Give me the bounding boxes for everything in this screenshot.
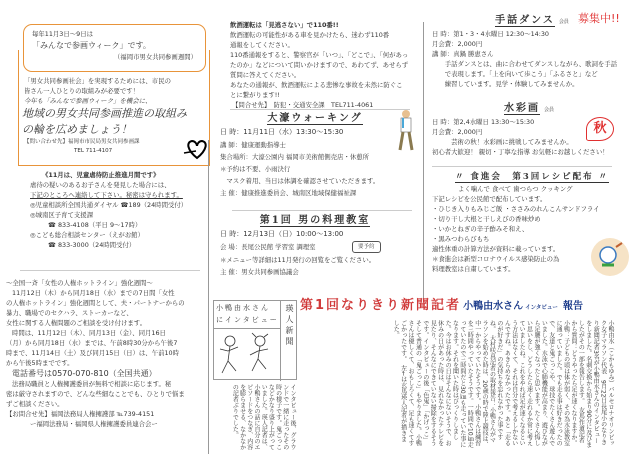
womens-hotline-section (6, 278, 185, 429)
body-line: ☎ 833-4108（平日 9〜17時） (48, 221, 142, 229)
drunk-driving-section (230, 20, 408, 110)
section-title: 大濠ウォーキング (267, 113, 363, 124)
event-date: 日 時：12月13日（日）10:00〜13:00 (220, 230, 344, 238)
body-line: で表現します。「上を向いて歩こう」「ふるさと」など (432, 70, 598, 78)
week-body (24, 76, 187, 156)
body-line: 手話ダンスとは、曲に合わせてダンスしながら、歌詞を手話 (432, 60, 618, 68)
contact-tel: TEL 711-4107 (74, 148, 113, 154)
body-line: 月会費：2,000円 (432, 128, 483, 136)
body-line: たのか」などについて問いかけますので、あわてず、あせらず (230, 61, 409, 69)
reservation-required-badge: 要予約 (352, 241, 381, 253)
autumn-badge-text: 秋 (593, 121, 607, 136)
week-name: 「みんなで参画ウィーク」です。 (32, 41, 151, 50)
headline: 地域の男女共同参画推進の取組み (22, 107, 187, 120)
event-date: 日 時：第1・3・4水曜日 12:30〜14:30 (432, 30, 549, 38)
body-line: 適性体重の計算方法が資料に載っています。 (432, 245, 560, 253)
body-line: ☎ 833-3000（24時間受付） (48, 241, 136, 249)
body-line: 【問合せ先】 防犯・交通安全課 TEL711-4061 (232, 101, 374, 109)
body-line: ・切り干し大根と干しえびの香味炒め (432, 215, 541, 223)
week-dates: 毎年11月3日〜9日は (32, 30, 93, 38)
divider (423, 22, 424, 300)
body-line: 講 師：健康運動指導士 (220, 141, 286, 149)
divider (208, 140, 209, 454)
walking-section (220, 112, 420, 199)
illustration-box (213, 300, 297, 380)
body-line: ・いかとねぎの辛子酢みそ和え、 (432, 225, 529, 233)
body-line: 「男女共同参画社会」を実現するためには、市民の (24, 77, 171, 85)
body-line: ＊メニュー等詳細は11月発行の回覧をご覧ください。 (220, 256, 376, 264)
body-line: 虐待の疑いのあるお子さんを発見した場合には、 (30, 181, 171, 189)
body-line: あなたの通報が、飲酒運転による悲惨な事故を未然に防ぐこ (230, 81, 403, 89)
newspaper-heading (300, 296, 583, 316)
body-line: 質問に答えてください。 (230, 71, 301, 79)
body-line: ◎城南区子育て支援課 (30, 211, 94, 219)
section-subtitle: よく噛んで 食べて 歯つらつ クッキング (458, 185, 573, 193)
body-line: 法務局職員と人権擁護委員が無料で相談に応じます。秘 (12, 380, 172, 388)
body-line: 初心者大歓迎！ 親切・丁寧な指導 お気軽にお越しください！ (432, 148, 609, 156)
body-line: とに繋がります!! (230, 91, 280, 99)
body-line: ◎児童相談所全国共通ダイヤル ☎189（24時間受付） (30, 201, 188, 209)
body-line: 通報をしてください。 (230, 41, 294, 49)
body-line: ＊予約は不要、小雨決行 (220, 165, 291, 173)
body-line: ＊食進会は新型コロナウイルス感染防止の為 (432, 255, 560, 263)
body-line: ◎こども総合相談センター（えがお館） (30, 231, 144, 239)
body-line: 主 催：男女共同参画協議会 (220, 268, 299, 276)
body-line: 飲酒運転の可能性がある車を見かけたら、迷わず110番 (230, 31, 390, 39)
interview-article: 小鴨由水（こかもゆみ）バルセロナオリンピック女子マラソン代表 9月22日長尾小のなりきり新聞記者3名が小鴨由水さんのインタビューをしました。名刺交換から始まり90分に及びましたがその一部を報告します。 友馬作道記者から質問：どうやったら足が速くなりますか。 小鴨：子どもの頃は体が弱く、その為水泳教室に通っていました。でも走る事は好きだったので、友達と鬼ごっこや、球技でたくさん遊んでいました。水泳で心肺機能が高まり、遊びながら足腰が強くなったと思います。たくさん悔しい思いをし、どうしたら速く走れるか常に考えていましたね。これをやれば足が速くなるという方法はなくて、それは自分で考えるしかないんですね。あきらめなかったです。あと「走るのが好きだ」の気持ちを忘れなかった事ですね。 大村咲真記者の取材報告：小鴨さんがマラソンを始めた時は、20歳の時で陸上競技は、中一からやっていたそうです。小鴨さんは練習を三時間やっていたそうです。一時間で10㎞走っていたので三時間だと30㎞も走っていた事になります。それを聞いた時はびっくりしました。今はお休みの日はそんなにないそうで、お休みの日があった時は、見れなかったテレビを見たり、そんなにできていない掃除をするそうです。インタビューの後「色鬼」「かげっこ」そして普通の「鬼ごっこ」もやりました。小鴨さんは優しくて、おもしろくて、足も速くてすごかったです。 左←は玄馬瑛人記者が描きました。 (392, 320, 614, 449)
week-subtitle: （福岡市男女共同参画週間） (113, 53, 197, 61)
illustration-side-title: 瑛人新聞 (285, 304, 294, 348)
body-line: 月会費：2,000円 (432, 40, 483, 48)
section-title: 〃 食進会 第3回レシピ配布 〃 (454, 172, 610, 182)
body-line: 今年も「みんなで参画ウィーク」を機会に、 (24, 97, 152, 105)
running-kids-drawing-icon (216, 331, 278, 379)
body-line: ・ひじき入りもみじご飯 ・ささみのれんこんサンドフライ (432, 205, 600, 213)
illustration-description: インタビュー後、グラウンドで一緒に走ったその時の様子です。鬼ごっこなどかなり盛り上がっていました。瑛人記者は、小鴨さんの話に自分のエピソードをつなぎ、内容を膨らませる、なかなかの記者ぶりでした。 (231, 384, 296, 450)
body-line: 女性に関する人権問題のご相談を受け付けます。 (6, 319, 147, 327)
participation-week-header (23, 24, 206, 72)
body-line: 11月12日（木）から同月18日（水）までの7日間「女性 (12, 289, 175, 297)
body-line: 110番通報をすると、警察官が「いつ」、「どこで」、「何があっ (230, 51, 409, 59)
section-title: 《11月は、児童虐待防止推進月間です》 (42, 171, 160, 179)
sign-dance-section (432, 14, 632, 89)
section-title: 水彩画 (503, 103, 540, 114)
divider (432, 166, 612, 167)
report-label: 報告 (562, 301, 583, 312)
headline: の輪を広めましょう！ (22, 123, 132, 136)
body-line: 密は厳守されますので、どんな些細なことでも、ひとりで悩ま (6, 390, 185, 398)
mascot-character-icon (590, 237, 630, 277)
body-line: 下記レシピを公民館で配布しています。 (432, 195, 547, 203)
body-line: 時まで、11月14日（土）及び同月15日（日）は、午前10時 (6, 349, 179, 357)
cooking-class-section (220, 214, 420, 278)
recruiting-label: 募集中!! (578, 12, 620, 25)
illustration-caption: 小鴨由水さん (216, 304, 270, 312)
section-title: 第1回 男の料理教室 (259, 215, 371, 226)
member-tag: 会員 (543, 107, 554, 113)
body-line: ー福岡法務局・福岡県人権擁護委員連合会ー (30, 420, 158, 428)
body-line: 料理教室は自粛しています。 (432, 265, 515, 273)
newspaper-title: 第1回なりきり新聞記者 (300, 298, 462, 313)
event-date: 日 時：第2,4水曜日 13:30〜15:30 (432, 118, 535, 126)
illustration-caption: にインタビュー (216, 316, 279, 324)
section-title: 飲酒運転は「見逃さない」で110番!! (230, 21, 339, 29)
walking-man-icon (395, 108, 417, 152)
divider (230, 109, 410, 110)
body-line: ずご相談ください。 (6, 400, 64, 408)
body-line: 【お問合せ先】福岡法務局人権擁護部 ℡739-4151 (6, 410, 155, 418)
event-date: 日 時：11月11日（水）13:30〜15:30 (220, 128, 344, 136)
body-line: 講 師：真鍋 勝恵さん (432, 50, 494, 58)
body-line: の人権ホットライン」強化週間として、夫・パートナーからの (6, 299, 185, 307)
member-tag: 会員 (558, 19, 569, 25)
body-line: 主 催：健康推進委員会、城南区地域保健福祉課 (220, 189, 357, 197)
autumn-badge-icon (586, 117, 614, 141)
section-title: 〜全国一斉「女性の人権ホットライン」強化週間〜 (6, 279, 153, 287)
abuse-prevention-section (30, 170, 187, 250)
section-title: 手話ダンス (495, 15, 555, 26)
interviewee-name: 小鴨由水さん (463, 301, 524, 312)
body-line: 時間は、11月12日（木）、同月13日（金）、同月16日 (12, 329, 166, 337)
body-line: （月）から同月18日（水）までは、午前8時30分から午後7 (6, 339, 178, 347)
body-line: 暴力、職場でのセクハラ、ストーカーなど、 (6, 309, 133, 317)
hotline-phone: 電話番号は0570-070-810（全国共通） (12, 369, 157, 378)
body-line: 練習しています。見学・体験してみませんか。 (432, 80, 579, 88)
body-line: マスク着用、当日は体調を確認させていただきます。 (220, 177, 380, 185)
body-line: 芸術の秋！水彩画に挑戦してみませんか。 (432, 138, 573, 146)
body-line: ・黒みつわらびもち (432, 235, 490, 243)
body-line: 下記のところへ連絡して下さい。秘密は守られます。 (30, 191, 183, 199)
body-line: 皆さん一人ひとりの取組みが必要です！ (24, 87, 140, 95)
divider (232, 210, 412, 211)
interview-label: インタビュー (525, 305, 558, 311)
body-line: 集合場所：大濠公園内 福岡市美術館側売店・休憩所 (220, 153, 370, 161)
contact: 【問い合わせ先】福岡市市民局男女共同参画課 (24, 139, 140, 145)
body-line: から午後5時までです。 (6, 359, 74, 367)
divider (20, 270, 200, 271)
event-venue: 会 場：長尾公民館 学習室 調理室 (220, 243, 316, 251)
